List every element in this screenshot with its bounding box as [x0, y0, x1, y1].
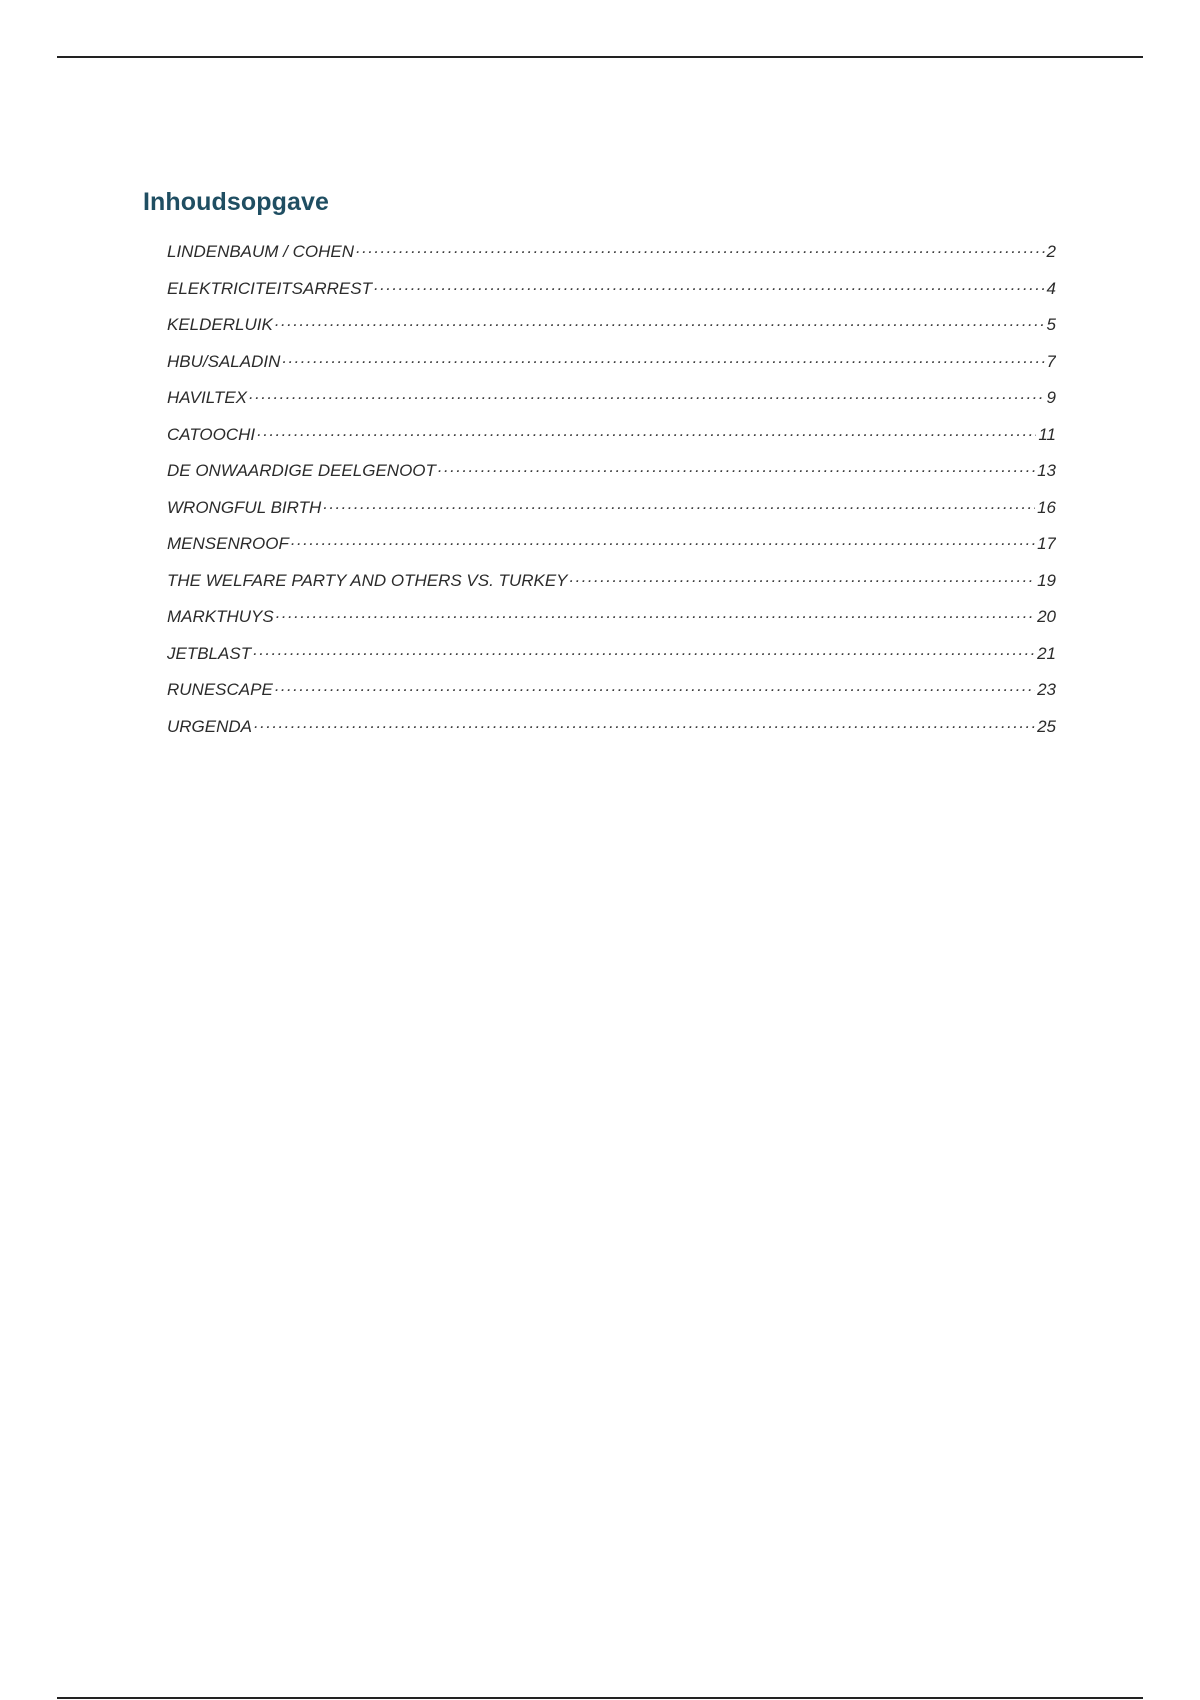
- dot-leader: [282, 350, 1044, 367]
- toc-entry-page: 13: [1037, 461, 1056, 480]
- dot-leader: [438, 459, 1035, 476]
- toc-entry[interactable]: [167, 496, 1056, 533]
- dot-leader: [323, 496, 1035, 513]
- toc-entry[interactable]: [167, 240, 1056, 277]
- toc-entry-title: ELEKTRICITEITSARREST: [167, 278, 372, 298]
- dot-leader: [275, 678, 1035, 695]
- toc-heading: Inhoudsopgave: [143, 188, 330, 216]
- dot-leader: [254, 715, 1035, 732]
- dot-leader: [276, 605, 1035, 622]
- dot-leader: [291, 532, 1035, 549]
- toc-entry-page: 11: [1038, 424, 1056, 444]
- toc-entry-title: KELDERLUIK: [167, 315, 273, 334]
- toc-entry-page: 16: [1037, 497, 1056, 517]
- toc-entry-title: JETBLAST: [167, 643, 252, 663]
- toc-entry[interactable]: [167, 459, 1056, 496]
- dot-leader: [253, 642, 1035, 659]
- toc-entry[interactable]: [167, 313, 1056, 350]
- toc-entry[interactable]: [167, 642, 1056, 679]
- toc-entry[interactable]: [167, 715, 1056, 752]
- toc-entry-page: 20: [1037, 607, 1056, 626]
- toc-entry-title: HAVILTEX: [167, 388, 247, 407]
- dot-leader: [249, 386, 1045, 403]
- toc-entry-title: MARKTHUYS: [167, 607, 274, 626]
- toc-entry-page: 17: [1037, 534, 1056, 553]
- toc-entry-title: DE ONWAARDIGE DEELGENOOT: [167, 461, 436, 480]
- toc-entry-title: MENSENROOF: [167, 534, 289, 553]
- toc-entry[interactable]: [167, 350, 1056, 387]
- toc-entry-title: THE WELFARE PARTY AND OTHERS VS. TURKEY: [167, 570, 568, 590]
- toc-entry-title: WRONGFUL BIRTH: [167, 497, 322, 517]
- dot-leader: [257, 423, 1036, 440]
- toc-entry-title: CATOOCHI: [167, 424, 256, 444]
- toc-entry-page: 25: [1037, 716, 1056, 736]
- toc-entry[interactable]: [167, 569, 1056, 606]
- header-rule: [57, 56, 1143, 58]
- dot-leader: [374, 277, 1045, 294]
- toc-entry-page: 7: [1046, 351, 1056, 371]
- toc-entry-page: 23: [1037, 680, 1056, 699]
- toc-entry[interactable]: [167, 386, 1056, 423]
- toc-entry[interactable]: [167, 277, 1056, 314]
- toc-entry[interactable]: [167, 678, 1056, 715]
- toc-entry-title: URGENDA: [167, 716, 253, 736]
- footer-rule: [57, 1697, 1143, 1699]
- toc-entry-page: 2: [1046, 242, 1056, 261]
- toc-entry-page: 5: [1046, 315, 1056, 334]
- toc-entry-title: LINDENBAUM / COHEN: [167, 242, 355, 261]
- toc-entry-page: 19: [1037, 570, 1056, 590]
- toc-entry[interactable]: [167, 532, 1056, 569]
- dot-leader: [570, 569, 1036, 586]
- table-of-contents: [167, 240, 1056, 751]
- toc-entry-page: 21: [1037, 643, 1056, 663]
- toc-entry-title: RUNESCAPE: [167, 680, 273, 699]
- toc-entry-page: 4: [1046, 278, 1056, 298]
- toc-entry-page: 9: [1046, 388, 1056, 407]
- dot-leader: [275, 313, 1045, 330]
- toc-entry[interactable]: [167, 423, 1056, 460]
- dot-leader: [356, 240, 1045, 257]
- toc-entry[interactable]: [167, 605, 1056, 642]
- toc-entry-title: HBU/SALADIN: [167, 351, 281, 371]
